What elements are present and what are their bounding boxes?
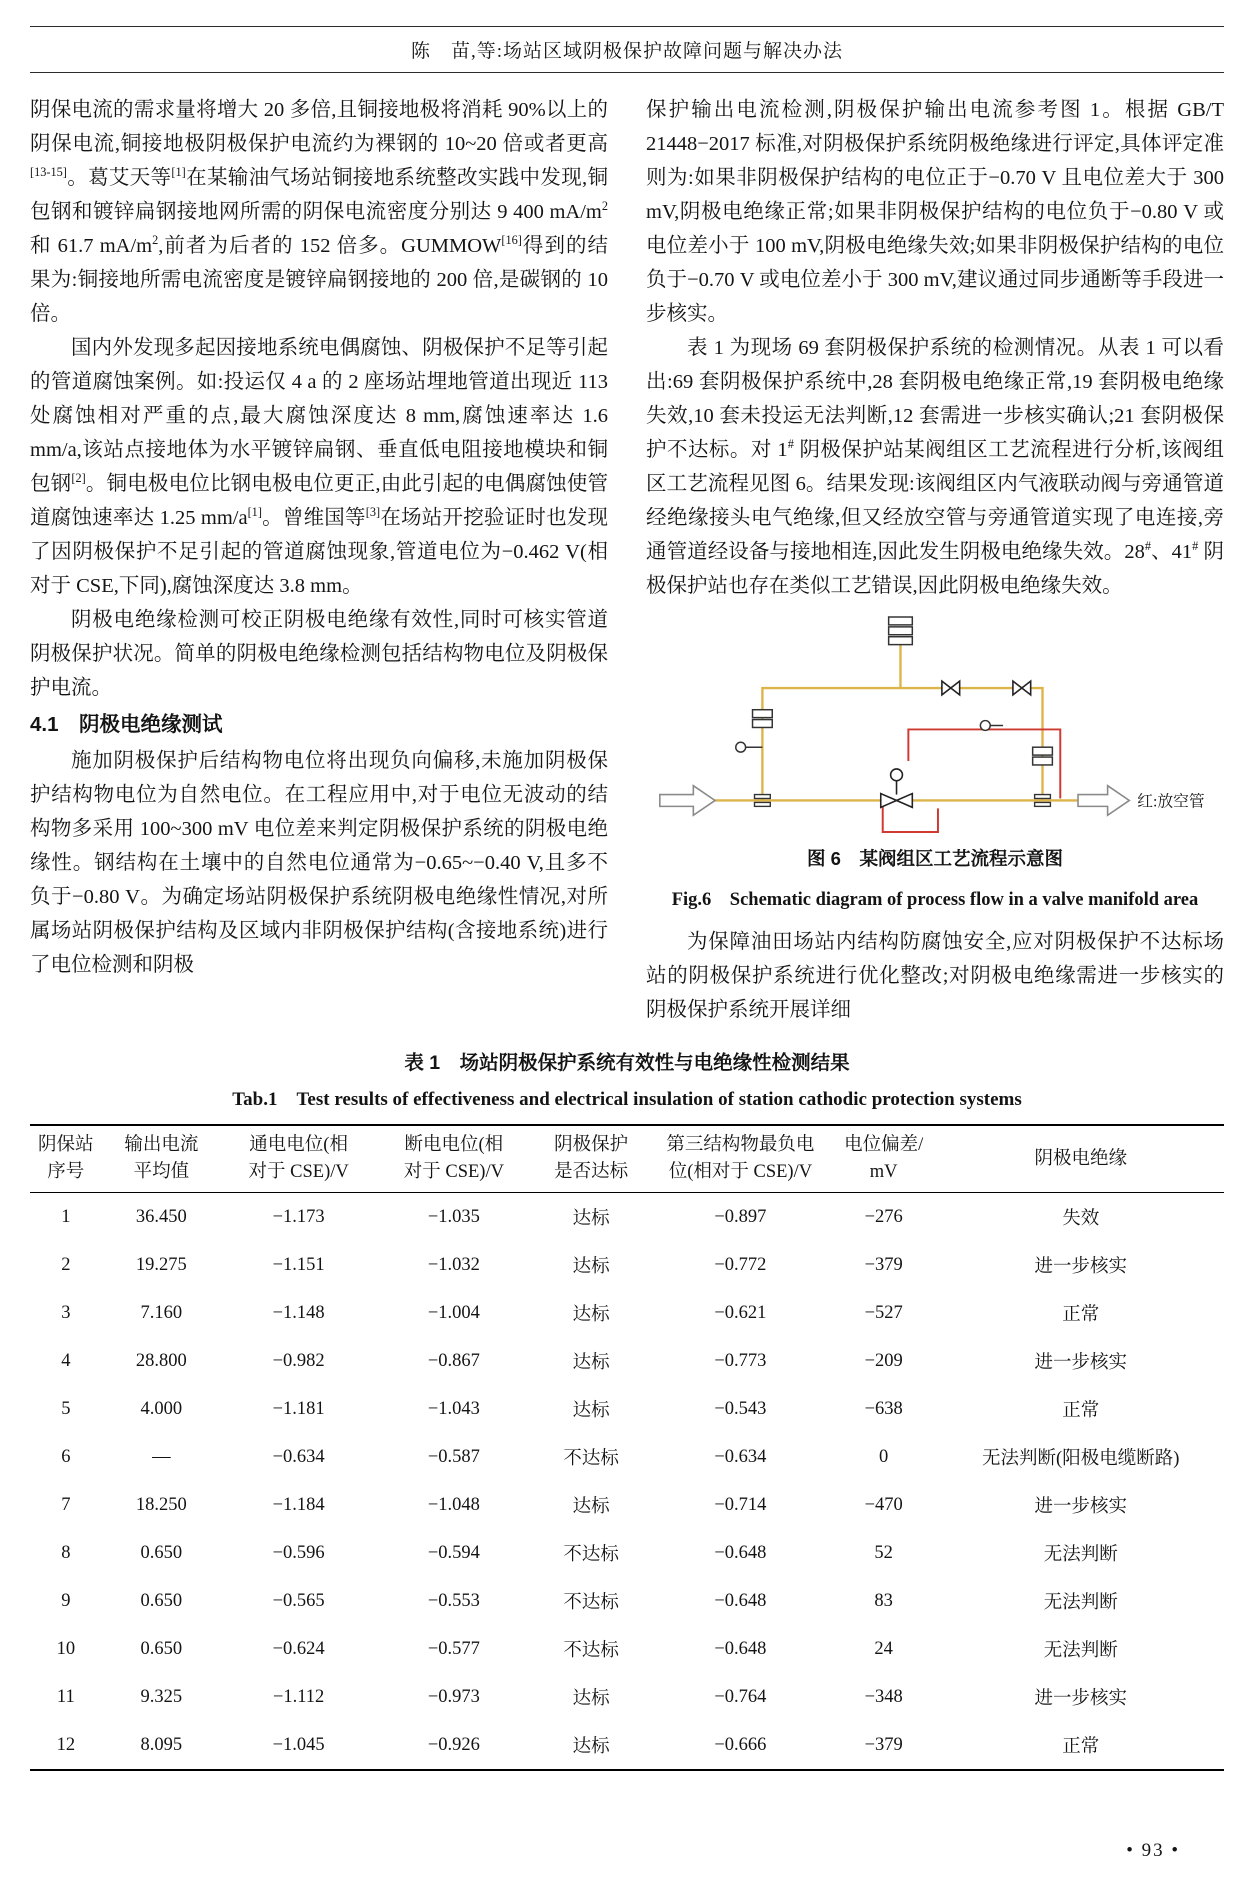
table-cell: 6 [61,1446,71,1467]
paragraph: 施加阴极保护后结构物电位将出现负向偏移,未施加阴极保护结构物电位为自然电位。在工程应用中,对于电位无波动的结构物多采用 100~300 mV 电位差来判定阴极保护系统的阴极电绝缘性。钢结构在土壤中的自然电位通常为−0.65~−0.40 V,且多不负于−0.80 V。为确定场站阴极保护系统阴极电绝缘性情况,对所属场站阴极保护结构及区域内非阴极保护结构(含接地系统)进行了电位检测和阴极 [30,750,608,976]
table-cell: −0.867 [427,1350,480,1371]
table-header-cell: 输出电流 平均值 [102,1125,221,1193]
table-cell: −379 [864,1734,903,1755]
page-number: • 93 • [1126,1840,1180,1861]
table-cell: — [152,1446,171,1467]
table-cell: −0.634 [714,1446,767,1467]
table-cell: 4 [61,1350,71,1371]
table-cell: 0 [879,1446,889,1467]
running-header [30,26,1224,73]
table-cell: 0.650 [140,1638,183,1659]
table-cell: 4.000 [140,1398,183,1419]
table-cell: −276 [864,1206,903,1227]
table-header-row [30,1125,1224,1193]
table-cell: −0.553 [427,1590,480,1611]
table-row [30,1577,1224,1625]
inlet-arrow-icon [660,786,715,816]
table-cell: 7 [61,1494,71,1515]
table-cell: 无法判断(阳极电缆断路) [982,1449,1180,1469]
table-cell: −0.764 [714,1686,767,1707]
table-cell: −0.596 [272,1542,325,1563]
table-cell: 正常 [1062,1737,1100,1757]
insulating-joint-icon [889,617,913,645]
table-row [30,1337,1224,1385]
table-row [30,1625,1224,1673]
table-cell: 进一步核实 [1034,1497,1127,1517]
table-row [30,1673,1224,1721]
table-cell: 0.650 [140,1590,183,1611]
table-cell: 8 [61,1542,71,1563]
paragraph: 为保障油田场站内结构防腐蚀安全,应对阴极保护不达标场站的阴极保护系统进行优化整改;对阴极电绝缘需进一步核实的阴极保护系统开展详细 [646,931,1224,1021]
table-cell: −0.648 [714,1638,767,1659]
table-cell: −0.621 [714,1302,767,1323]
table-cell: −0.577 [427,1638,480,1659]
table-cell: −1.045 [272,1734,325,1755]
table-cell: −0.714 [714,1494,767,1515]
table-cell: −348 [864,1686,903,1707]
table-cell: −209 [864,1350,903,1371]
table-cell: −1.004 [427,1302,480,1323]
table-cell: 达标 [572,1209,610,1229]
table-cell: −1.043 [427,1398,480,1419]
two-column-body [30,93,1224,1027]
figure-caption-cn: 图 6 某阀组区工艺流程示意图 [807,848,1063,869]
table-cell: −1.035 [427,1206,480,1227]
paragraph: 阴极电绝缘检测可校正阴极电绝缘有效性,同时可核实管道阴极保护状况。简单的阴极电绝缘检测包括结构物电位及阴极保护电流。 [30,609,608,699]
paragraph: 表 1 为现场 69 套阴极保护系统的检测情况。从表 1 可以看出:69 套阴极保护系统中,28 套阴极电绝缘正常,19 套阴极电绝缘失效,10 套未投运无法判断,12 套需进一步核实确认;21 套阴极保护不达标。对 1# 阴极保护站某阀组区工艺流程进行分析,该阀组区工艺流程见图 6。结果发现:该阀组区内气液联动阀与旁通管道经绝缘接头电气绝缘,但又经放空管与旁通管道实现了电连接,旁通管道经设备与接地相连,因此发生阴极电绝缘失效。28#、41# 阴极保护站也存在类似工艺错误,因此阴极电绝缘失效。 [646,337,1225,597]
header-title: 陈 苗,等:场站区域阴极保护故障问题与解决办法 [410,41,844,62]
table-cell: 无法判断 [1043,1545,1118,1565]
vent-label: 红:放空管 [1137,793,1205,811]
table-section [30,1047,1224,1771]
table-cell: 达标 [572,1497,610,1517]
table-cell: 达标 [572,1353,610,1373]
paragraph: 阴保电流的需求量将增大 20 多倍,且铜接地极将消耗 90%以上的阴保电流,铜接地极阴极保护电流约为裸钢的 10~20 倍或者更高[13-15]。葛艾天等[1]在某输油气场站铜接地系统整改实践中发现,铜包钢和镀锌扁钢接地网所需的阴保电流密度分别达 9 400 $mA/m^2$ 和 61.7 $mA/m^2$,前者为后者的 152 倍多。GUMMOW[16]得到的结果为:铜接地所需电流密度是镀锌扁钢接地的 200 倍,是碳钢的 10 倍。 [30,99,608,325]
table-cell: −0.897 [714,1206,767,1227]
table-header-cell: 第三结构物最负电 位(相对于 CSE)/V [651,1125,830,1193]
valve-icon [942,681,960,695]
outlet-arrow-icon [1078,786,1129,816]
table-cell: −0.648 [714,1542,767,1563]
table-cell: −0.648 [714,1590,767,1611]
table-header-cell: 通电电位(相 对于 CSE)/V [221,1125,376,1193]
table-cell: 0.650 [140,1542,183,1563]
table-cell: −0.926 [427,1734,480,1755]
table-cell: 不达标 [563,1545,619,1565]
table-cell: 83 [874,1590,893,1611]
table-cell: −1.032 [427,1254,480,1275]
valve-icon [1013,681,1031,695]
table-cell: −1.181 [272,1398,325,1419]
table-cell: −1.173 [272,1206,325,1227]
table-cell: 不达标 [563,1593,619,1613]
paragraph: 国内外发现多起因接地系统电偶腐蚀、阴极保护不足等引起的管道腐蚀案例。如:投运仅 4 a 的 2 座场站埋地管道出现近 113 处腐蚀相对严重的点,最大腐蚀深度达 8 mm,腐蚀速率达 1.6 mm/a,该站点接地体为水平镀锌扁钢、垂直低电阻接地模块和铜包钢[2]。铜电极电位比钢电极电位更正,由此引起的电偶腐蚀使管道腐蚀速率达 1.25 mm/a[1]。曾维国等[3]在场站开挖验证时也发现了因阴极保护不足引起的管道腐蚀现象,管道电位为−0.462 V(相对于 CSE,下同),腐蚀深度达 3.8 mm。 [30,337,609,597]
figure-block [646,611,1224,917]
table-row [30,1289,1224,1337]
table-row [30,1721,1224,1770]
table-row [30,1481,1224,1529]
right-column [646,93,1224,1027]
gauge-icon [736,742,763,752]
table-caption-en: Tab.1 Test results of effectiveness and electrical insulation of station cathodic protection systems [232,1089,1022,1110]
table-header-cell: 阴极电绝缘 [937,1125,1224,1193]
table-cell: 进一步核实 [1034,1257,1127,1277]
vent-pipe-red [883,729,1061,832]
table-cell: 1 [61,1206,71,1227]
table-cell: −379 [864,1254,903,1275]
table-cell: 5 [61,1398,71,1419]
table-cell: −1.048 [427,1494,480,1515]
table-cell: −0.973 [427,1686,480,1707]
left-column [30,93,608,1027]
table-cell: 达标 [572,1305,610,1325]
table-cell: 9.325 [140,1686,183,1707]
table-cell: −470 [864,1494,903,1515]
table-row [30,1433,1224,1481]
table-cell: −0.773 [714,1350,767,1371]
table-caption-cn: 表 1 场站阴极保护系统有效性与电绝缘性检测结果 [404,1052,850,1074]
table-cell: 达标 [572,1401,610,1421]
table-cell: −638 [864,1398,903,1419]
table-cell: −1.151 [272,1254,325,1275]
table-cell: −0.634 [272,1446,325,1467]
table-cell: 11 [56,1686,75,1707]
paragraph: 保护输出电流检测,阴极保护输出电流参考图 1。根据 GB/T 21448−2017 标准,对阴极保护系统阴极绝缘进行评定,具体评定准则为:如果非阴极保护结构的电位正于−0.70 V 且电位差大于 300 mV,阴极电绝缘正常;如果非阴极保护结构的电位负于−0.80 V 或电位差小于 100 mV,阴极电绝缘失效;如果非阴极保护结构的电位负于−0.70 V 或电位差小于 300 mV,建议通过同步通断等手段进一步核实。 [646,99,1224,325]
table-cell: 18.250 [135,1494,187,1515]
table-cell: −0.594 [427,1542,480,1563]
table-row [30,1241,1224,1289]
table-cell: −0.666 [714,1734,767,1755]
table-body [30,1193,1224,1771]
table-cell: 达标 [572,1257,610,1277]
table-cell: 8.095 [140,1734,183,1755]
table-cell: −0.982 [272,1350,325,1371]
table-cell: 正常 [1062,1401,1100,1421]
table-cell: 进一步核实 [1034,1689,1127,1709]
header-rule-bottom [30,72,1224,73]
table-cell: 12 [56,1734,76,1755]
table-cell: −0.587 [427,1446,480,1467]
table-cell: 正常 [1062,1305,1100,1325]
table-cell: −527 [864,1302,903,1323]
results-table [30,1124,1224,1771]
table-header-cell: 阴极保护 是否达标 [531,1125,650,1193]
table-cell: −0.772 [714,1254,767,1275]
table-cell: −0.543 [714,1398,767,1419]
table-cell: −1.184 [272,1494,325,1515]
table-cell: 19.275 [135,1254,187,1275]
table-cell: 不达标 [563,1449,619,1469]
table-cell: 无法判断 [1043,1593,1118,1613]
table-cell: 失效 [1062,1209,1100,1229]
table-row [30,1385,1224,1433]
table-cell: −1.148 [272,1302,325,1323]
table-header-cell: 断电电位(相 对于 CSE)/V [376,1125,531,1193]
table-cell: 24 [874,1638,893,1659]
table-cell: 10 [56,1638,76,1659]
table-header-cell: 电位偏差/ mV [830,1125,937,1193]
table-cell: 3 [61,1302,71,1323]
table-row [30,1529,1224,1577]
figure-caption-en: Fig.6 Schematic diagram of process flow in a valve manifold area [671,890,1199,910]
table-cell: 达标 [572,1737,610,1757]
table-cell: 进一步核实 [1034,1353,1127,1373]
table-row [30,1193,1224,1242]
table-cell: 36.450 [135,1206,187,1227]
table-cell: −0.565 [272,1590,325,1611]
table-cell: −1.112 [272,1686,325,1707]
table-cell: 7.160 [140,1302,183,1323]
table-cell: −0.624 [272,1638,325,1659]
section-heading: 4.1 阴极电绝缘测试 [30,713,223,736]
table-cell: 达标 [572,1689,610,1709]
valve-manifold-diagram [646,611,1224,840]
table-cell: 无法判断 [1043,1641,1118,1661]
table-cell: 2 [61,1254,71,1275]
table-cell: 9 [61,1590,71,1611]
table-header-cell: 阴保站 序号 [30,1125,102,1193]
table-cell: 52 [874,1542,893,1563]
table-cell: 28.800 [135,1350,187,1371]
table-cell: 不达标 [563,1641,619,1661]
